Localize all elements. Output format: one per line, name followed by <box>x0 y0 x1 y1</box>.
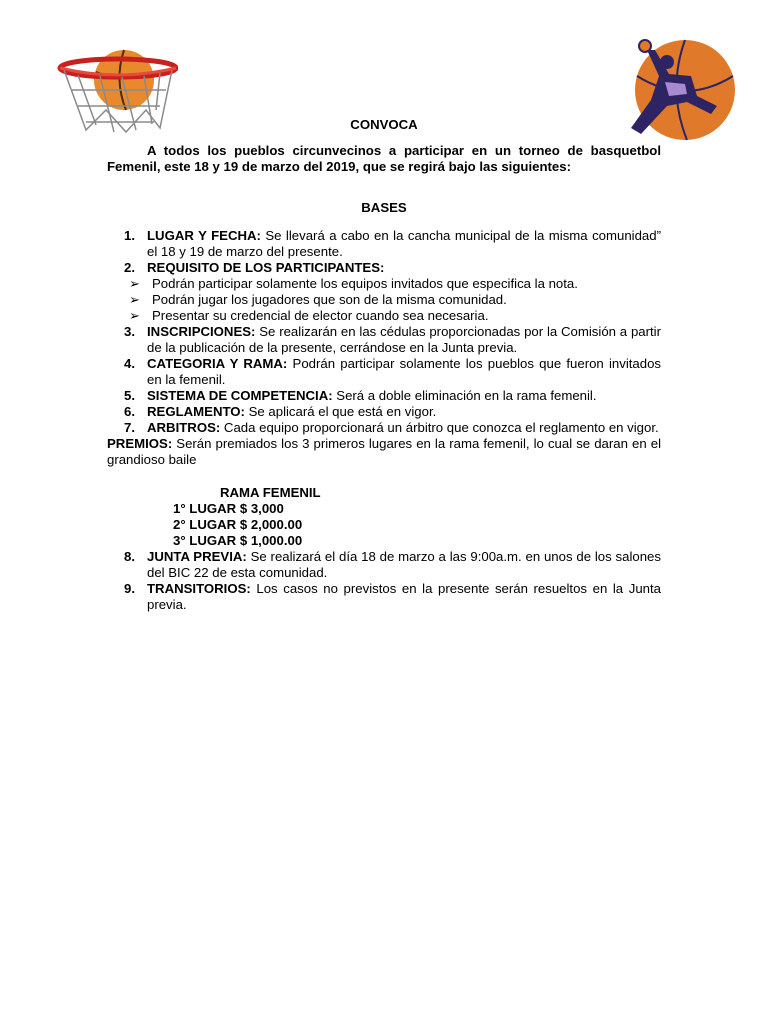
arrow-bullet-icon: ➢ <box>129 308 141 323</box>
list-item: 5. SISTEMA DE COMPETENCIA: Será a doble eliminación en la rama femenil. <box>124 388 597 403</box>
list-item: 9. TRANSITORIOS: Los casos no previstos en la presente serán resueltos en la Junta previa. <box>124 581 661 612</box>
rama-femenil-title: RAMA FEMENIL <box>220 485 321 500</box>
list-item: 2. REQUISITO DE LOS PARTICIPANTES: <box>124 260 385 275</box>
bases-list <box>107 228 661 613</box>
list-item: 6. REGLAMENTO: Se aplicará el que está en vigor. <box>124 404 437 419</box>
list-item: 4. CATEGORIA Y RAMA: Podrán participar solamente los pueblos que fueron invitados en la femenil. <box>124 356 662 387</box>
prize-line: 1° LUGAR $ 3,000 <box>173 501 284 516</box>
arrow-bullet-icon: ➢ <box>129 276 141 291</box>
bullet-item: ➢ Podrán participar solamente los equipos invitados que especifica la nota. <box>129 276 578 291</box>
bases-title: BASES <box>361 200 407 215</box>
intro-paragraph: A todos los pueblos circunvecinos a participar en un torneo de basquetbol Femenil, este 18 y 19 de marzo del 2019, que se regirá bajo las siguientes: <box>107 143 661 174</box>
premios-paragraph: PREMIOS: Serán premiados los 3 primeros lugares en la rama femenil, lo cual se daran en el grandioso baile <box>107 436 661 467</box>
bullet-item: ➢ Presentar su credencial de elector cuando sea necesaria. <box>129 308 489 323</box>
prize-line: 3° LUGAR $ 1,000.00 <box>173 533 303 548</box>
bullet-item: ➢ Podrán jugar los jugadores que son de la misma comunidad. <box>129 292 507 307</box>
prize-line: 2° LUGAR $ 2,000.00 <box>173 517 303 532</box>
title: CONVOCA <box>350 117 418 132</box>
list-item: 1. LUGAR Y FECHA: Se llevará a cabo en la cancha municipal de la misma comunidad” el 18 y 19 de marzo del presente. <box>124 228 661 259</box>
arrow-bullet-icon: ➢ <box>129 292 141 307</box>
list-item: 8. JUNTA PREVIA: Se realizará el día 18 de marzo a las 9:00a.m. en unos de los salones del BIC 22 de esta comunidad. <box>124 549 661 580</box>
list-item: 3. INSCRIPCIONES: Se realizarán en las cédulas proporcionadas por la Comisión a partir de la publicación de la presente, cerrándose en la Junta previa. <box>124 324 661 355</box>
list-item: 7. ARBITROS: Cada equipo proporcionará un árbitro que conozca el reglamento en vigor. <box>124 420 659 435</box>
